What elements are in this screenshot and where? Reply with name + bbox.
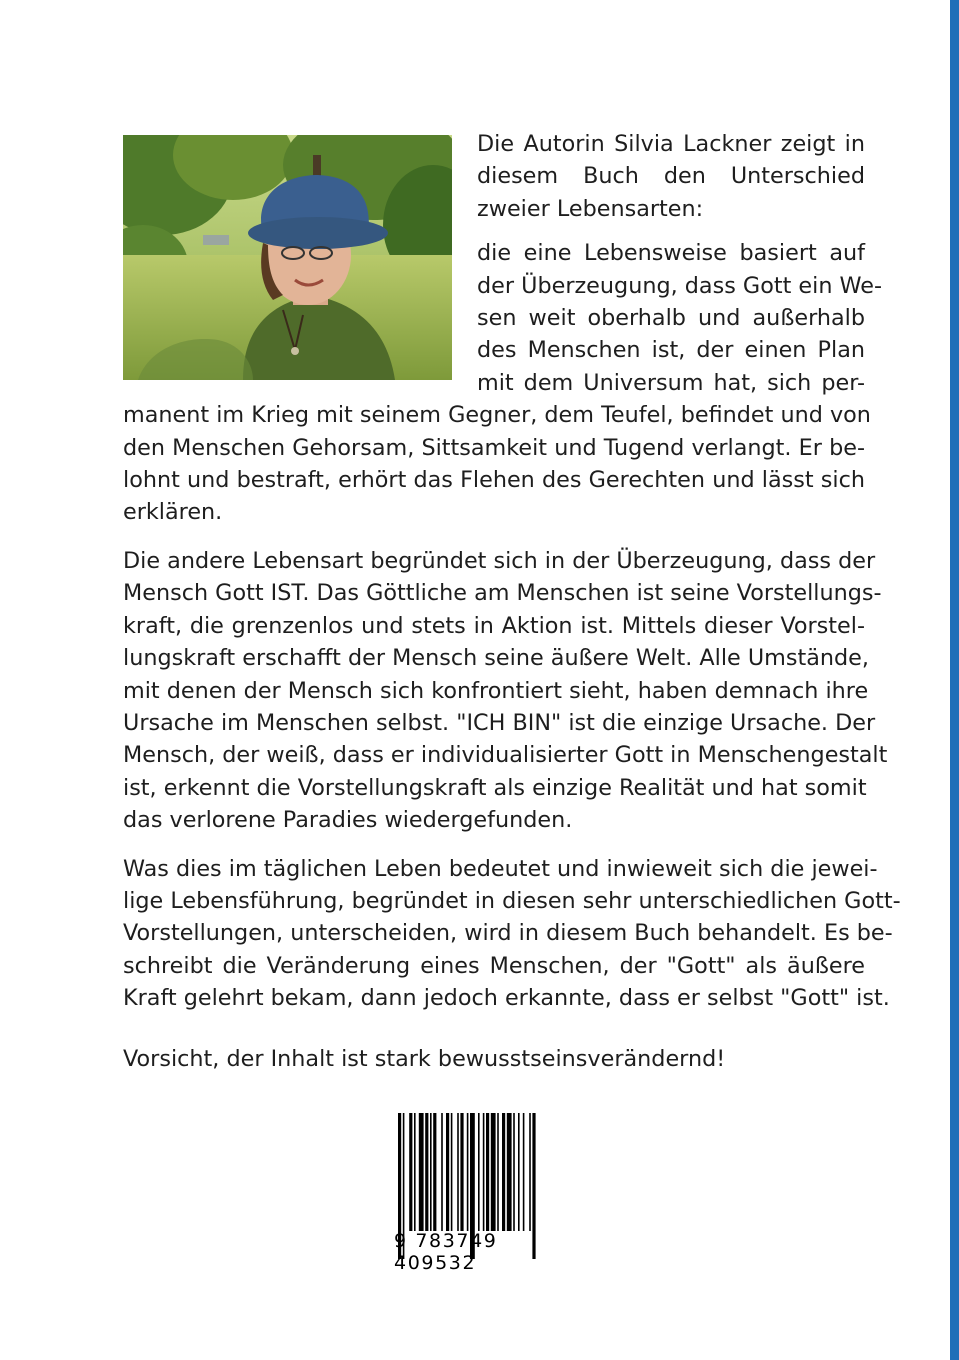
p2-line-1: die eine Lebensweise basiert auf (477, 240, 865, 267)
p3-line-8: ist, erkennt die Vorstellungskraft als einzige Realität und hat somit (123, 774, 867, 801)
barcode-bar (441, 1113, 443, 1231)
p2-line-6: manent im Krieg mit seinem Gegner, dem Teufel, befindet und von (123, 402, 871, 429)
p2-line-2: der Überzeugung, dass Gott ein We- (477, 272, 883, 299)
p1-line-3: zweier Lebensarten: (477, 195, 704, 222)
warning-line: Vorsicht, der Inhalt ist stark bewusstseinsverändernd! (123, 1045, 726, 1072)
p3-line-9: das verlorene Paradies wiedergefunden. (123, 807, 573, 834)
p4-line-3: Vorstellungen, unterscheiden, wird in diesem Buch behandelt. Es be- (123, 920, 893, 947)
p2-line-7: den Menschen Gehorsam, Sittsamkeit und Tugend verlangt. Er be- (123, 434, 865, 461)
barcode-bar (523, 1113, 525, 1231)
barcode-bar (433, 1113, 436, 1231)
barcode-bar (467, 1113, 469, 1231)
p3-line-1: Die andere Lebensart begründet sich in der Überzeugung, dass der (123, 547, 876, 574)
p3-line-2: Mensch Gott IST. Das Göttliche am Menschen ist seine Vorstellungs- (123, 580, 882, 607)
description-text (123, 128, 901, 1075)
p3-line-3: kraft, die grenzenlos und stets in Aktion ist. Mittels dieser Vorstel- (123, 612, 865, 639)
barcode-bar (497, 1113, 499, 1231)
p2-line-3: sen weit oberhalb und außerhalb (477, 305, 865, 332)
barcode-bar (409, 1113, 412, 1231)
p1-line-1: Die Autorin Silvia Lackner zeigt in (477, 131, 865, 157)
barcode-bar (507, 1113, 512, 1231)
p3-line-7: Mensch, der weiß, dass er individualisierter Gott in Menschengestalt (123, 742, 888, 769)
barcode-bar (457, 1113, 459, 1231)
barcode-bar (419, 1113, 424, 1231)
barcode-bar (491, 1113, 496, 1231)
p3-line-4: lungskraft erschafft der Mensch seine äußere Welt. Alle Umstände, (123, 645, 869, 672)
p4-line-5: Kraft gelehrt bekam, dann jedoch erkannte, dass er selbst "Gott" ist. (123, 985, 890, 1012)
p3-line-5: mit denen der Mensch sich konfrontiert sieht, haben demnach ihre (123, 677, 869, 704)
barcode-bar (478, 1113, 480, 1231)
barcode-bar (518, 1113, 520, 1231)
barcode-bar (486, 1113, 489, 1231)
p4-line-1: Was dies im täglichen Leben bedeutet und inwieweit sich die jewei- (123, 855, 878, 882)
barcode-bar (430, 1113, 432, 1231)
barcode-bar (414, 1113, 416, 1231)
p4-line-2: lige Lebensführung, begründet in diesen sehr unterschiedlichen Gott- (123, 887, 901, 914)
barcode-bar (483, 1113, 485, 1231)
barcode-bar (529, 1113, 531, 1231)
barcode-bar (446, 1113, 449, 1231)
barcode-bar (460, 1113, 463, 1231)
p1-line-2: diesem Buch den Unterschied (477, 163, 865, 190)
barcode-bar (502, 1113, 505, 1231)
p2-line-4: des Menschen ist, der einen Plan (477, 337, 865, 364)
p2-line-9: erklären. (123, 499, 223, 526)
p3-line-6: Ursache im Menschen selbst. "ICH BIN" ist die einzige Ursache. Der (123, 709, 876, 736)
p2-line-8: lohnt und bestraft, erhört das Flehen des Gerechten und lässt sich (123, 467, 865, 494)
isbn-number: 9 783749 409532 (394, 1230, 498, 1274)
cover-spine-strip (950, 0, 959, 1360)
barcode-bar (513, 1113, 515, 1231)
p4-line-4: schreibt die Veränderung eines Menschen, der "Gott" als äußere (123, 952, 865, 979)
barcode-bar (451, 1113, 453, 1231)
barcode-bar (425, 1113, 428, 1231)
p2-line-5: mit dem Universum hat, sich per- (477, 369, 865, 396)
